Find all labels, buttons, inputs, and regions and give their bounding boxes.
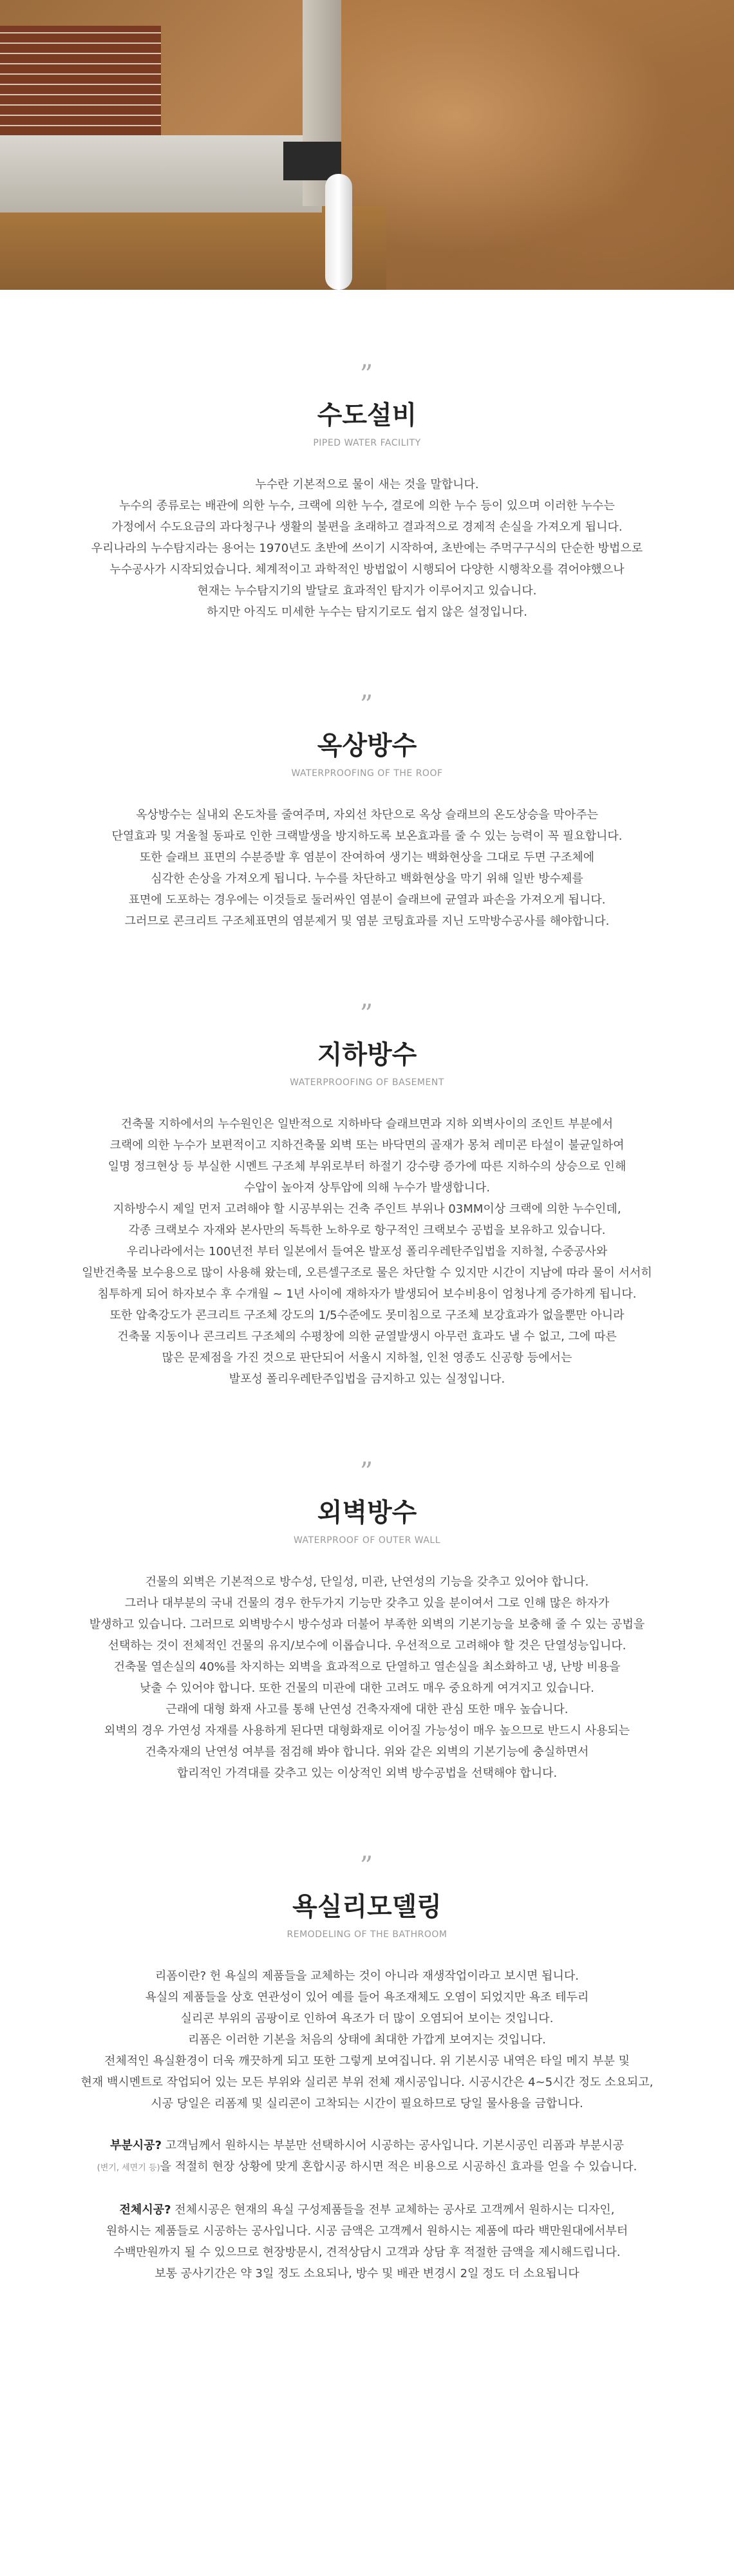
body-line: 리폼은 이러한 기본을 처음의 상태에 최대한 가깝게 보여지는 것입니다. <box>188 2033 546 2047</box>
body-line: 건물의 외벽은 기본적으로 방수성, 단일성, 미관, 난연성의 기능을 갖추고 있어야 합니다. <box>145 1575 589 1589</box>
body-line: 현재 백시멘트로 작업되어 있는 모든 부위와 실리콘 부위 전체 재시공입니다. 시공시간은 4~5시간 정도 소요되고, <box>80 2076 654 2089</box>
body-line: 실리콘 부위의 곰팡이로 인하여 욕조가 더 많이 오염되어 보이는 것입니다. <box>180 2012 554 2025</box>
body-line: 욕실의 제품들을 상호 연관성이 있어 예를 들어 욕조재체도 오염이 되었지만 욕조 테두리 <box>145 1991 589 2004</box>
partial-note: (변기, 세면기 등) <box>97 2163 160 2173</box>
body-line: 침투하게 되어 하자보수 후 수개월 ~ 1년 사이에 재하자가 발생되어 보수비용이 엄청나게 증가하게 됩니다. <box>97 1287 637 1301</box>
section-subtitle: PIPED WATER FACILITY <box>313 438 421 448</box>
body-line: 누수공사가 시작되었습니다. 체계적이고 과학적인 방법없이 시행되어 다양한 시행착오를 겪어야했으나 <box>109 563 625 576</box>
full-construction-block <box>45 2199 689 2284</box>
body-line: 심각한 손상을 가져오게 됩니다. 누수를 차단하고 백화현상을 막기 위해 일반 방수제를 <box>151 872 583 886</box>
section-subtitle: WATERPROOFING OF BASEMENT <box>290 1077 444 1088</box>
partial-label: 부분시공? <box>110 2139 162 2152</box>
body-line: 선택하는 것이 전체적인 건물의 유지/보수에 이롭습니다. 우선적으로 고려해야 할 것은 단열성능입니다. <box>108 1639 626 1653</box>
full-text: 전체시공은 현재의 욕실 구성제품들을 전부 교체하는 공사로 고객께서 원하시는 디자인, <box>171 2203 615 2217</box>
body-line: 리폼이란? 헌 욕실의 제품들을 교체하는 것이 아니라 재생작업이라고 보시면 됩니다. <box>155 1969 579 1983</box>
body-line: 누수란 기본적으로 물이 새는 것을 말합니다. <box>255 478 479 491</box>
full-label: 전체시공? <box>119 2203 171 2217</box>
quote-icon: ” <box>359 1852 375 1881</box>
section-bathroom-remodeling <box>0 1853 734 2284</box>
body-line: 옥상방수는 실내외 온도차를 줄여주며, 자외선 차단으로 옥상 슬래브의 온도상승을 막아주는 <box>136 808 598 822</box>
section-body <box>45 1113 689 1390</box>
body-line: 합리적인 가격대를 갖추고 있는 이상적인 외벽 방수공법을 선택해야 합니다. <box>176 1766 558 1780</box>
quote-icon: ” <box>359 360 375 390</box>
section-body <box>45 1571 689 1784</box>
section-title: 욕실리모델링 <box>292 1892 442 1922</box>
body-line: 그러므로 콘크리트 구조체표면의 염분제거 및 염분 코팅효과를 지닌 도막방수공사를 해야합니다. <box>124 914 610 928</box>
body-line: 건축물 지하에서의 누수원인은 일반적으로 지하바닥 슬래브면과 지하 외벽사이의 조인트 부분에서 <box>120 1117 614 1131</box>
partial-line-1 <box>45 2135 689 2156</box>
body-line: 발생하고 있습니다. 그러므로 외벽방수시 방수성과 더불어 부족한 외벽의 기본기능을 보충해 줄 수 있는 공법을 <box>89 1618 645 1631</box>
hero-brick-wall <box>0 26 161 135</box>
body-line: 지하방수시 제일 먼저 고려해야 할 시공부위는 건축 주인트 부위나 03MM이상 크랙에 의한 누수인데, <box>113 1202 621 1216</box>
hero-concrete-slab <box>0 135 322 213</box>
quote-icon: ” <box>359 1457 375 1487</box>
body-line: 일명 정크현상 등 부실한 시멘트 구조체 부위로부터 하절기 강수량 증가에 따른 지하수의 상승으로 인해 <box>108 1160 626 1173</box>
body-line: 현재는 누수탐지기의 발달로 효과적인 탐지가 이루어지고 있습니다. <box>197 584 537 598</box>
partial-text: 을 적절히 현장 상황에 맞게 혼합시공 하시면 적은 비용으로 시공하신 효과를 얻을 수 있습니다. <box>160 2160 637 2174</box>
body-line: 전체적인 욕실환경이 더욱 깨끗하게 되고 또한 그렇게 보여집니다. 위 기본시공 내역은 타일 메지 부분 및 <box>104 2054 630 2068</box>
body-line: 건축자재의 난연성 여부를 점검해 봐야 합니다. 위와 같은 외벽의 기본기능에 충실하면서 <box>145 1745 589 1759</box>
body-line: 건축물 열손실의 40%를 차지하는 외벽을 효과적으로 단열하고 열손실을 최소화하고 냉, 난방 비용을 <box>113 1660 621 1674</box>
section-title: 지하방수 <box>317 1040 417 1070</box>
body-line: 발포성 폴리우레탄주입법을 금지하고 있는 실정입니다. <box>229 1372 505 1386</box>
partial-line-2 <box>45 2156 689 2179</box>
body-line: 외벽의 경우 가연성 자재를 사용하게 된다면 대형화재로 이어질 가능성이 매우 높으므로 반드시 사용되는 <box>104 1724 630 1738</box>
body-line: 각종 크랙보수 자재와 본사만의 독특한 노하우로 항구적인 크랙보수 공법을 보유하고 있습니다. <box>128 1224 606 1237</box>
section-title: 외벽방수 <box>317 1498 417 1528</box>
partial-construction-block <box>45 2135 689 2179</box>
body-line: 우리나라에서는 100년전 부터 일본에서 들여온 발포성 폴리우레탄주입법을 지하철, 수중공사와 <box>126 1245 608 1258</box>
body-line: 또한 슬래브 표면의 수분증발 후 염분이 잔여하여 생기는 백화현상을 그대로 두면 구조체에 <box>139 851 595 864</box>
body-line: 보통 공사기간은 약 3일 정도 소요되나, 방수 및 배관 변경시 2일 정도 더 소요됩니다 <box>155 2267 579 2280</box>
body-line: 누수의 종류로는 배관에 의한 누수, 크랙에 의한 누수, 결로에 의한 누수 등이 있으며 이러한 누수는 <box>119 499 615 513</box>
section-piped-water <box>0 362 734 623</box>
body-line: 원하시는 제품들로 시공하는 공사입니다. 시공 금액은 고객께서 원하시는 제품에 따라 백만원대에서부터 <box>106 2224 628 2238</box>
section-subtitle: REMODELING OF THE BATHROOM <box>287 1929 447 1940</box>
body-line: 하지만 아직도 미세한 누수는 탐지기로도 쉽지 않은 설정입니다. <box>207 605 527 619</box>
quote-icon: ” <box>359 999 375 1029</box>
section-body <box>45 1965 689 2284</box>
section-body <box>45 804 689 932</box>
body-line: 수백만원까지 될 수 있으므로 현장방문시, 견적상담시 고객과 상담 후 적절한 금액을 제시해드립니다. <box>113 2246 621 2259</box>
full-line-1 <box>45 2199 689 2221</box>
body-line: 가정에서 수도요금의 과다청구나 생활의 불편을 초래하고 결과적으로 경제적 손실을 가져오게 됩니다. <box>111 520 623 534</box>
body-line: 크랙에 의한 누수가 보편적이고 지하건축물 외벽 또는 바닥면의 골재가 몽쳐 레미콘 타설이 불균일하여 <box>109 1139 625 1152</box>
section-title: 수도설비 <box>317 401 417 430</box>
section-title: 옥상방수 <box>317 731 417 761</box>
body-line: 낮출 수 있어야 합니다. 또한 건물의 미관에 대한 고려도 매우 중요하게 여겨지고 있습니다. <box>139 1681 595 1695</box>
body-line: 그러나 대부분의 국내 건물의 경우 한두가지 기능만 갖추고 있을 분이여서 그로 인해 많은 하자가 <box>124 1596 610 1610</box>
section-subtitle: WATERPROOFING OF THE ROOF <box>291 768 443 779</box>
hero-construction-photo <box>0 0 734 290</box>
hero-white-pipe <box>325 174 352 290</box>
hero-soil <box>335 0 734 290</box>
body-line: 시공 당일은 리폼제 및 실리콘이 고착되는 시간이 필요하므로 당일 물사용을 금합니다. <box>151 2097 583 2110</box>
body-line: 표면에 도포하는 경우에는 이것들로 둘러싸인 염분이 슬래브에 균열과 파손을 가져오게 됩니다. <box>128 893 606 907</box>
body-line: 단열효과 및 겨울철 동파로 인한 크랙발생을 방지하도록 보온효과를 줄 수 있는 능력이 꼭 필요합니다. <box>111 829 623 843</box>
body-line: 수압이 높아져 상투압에 의해 누수가 발생합니다. <box>243 1181 491 1195</box>
partial-text: 고객님께서 원하시는 부분만 선택하시어 시공하는 공사입니다. 기본시공인 리폼과 부분시공 <box>162 2139 624 2152</box>
body-line: 또한 압축강도가 콘크리트 구조체 강도의 1/5수준에도 못미침으로 구조체 보강효과가 없을뿐만 아니라 <box>109 1309 625 1322</box>
body-line: 건축물 지동이나 콘크리트 구조체의 수평창에 의한 균열발생시 아무런 효과도 낼 수 없고, 그에 따른 <box>117 1330 617 1343</box>
section-basement-waterproofing <box>0 1001 734 1390</box>
section-outer-wall-waterproofing <box>0 1459 734 1784</box>
body-line: 근래에 대형 화재 사고를 통해 난연성 건축자재에 대한 관심 또한 매우 높습니다. <box>165 1703 569 1716</box>
section-roof-waterproofing <box>0 692 734 932</box>
body-line: 일반건축물 보수용으로 많이 사용해 왔는데, 오른셀구조로 물은 차단할 수 있지만 시간이 지남에 따라 물이 서서히 <box>82 1266 652 1280</box>
body-line: 우리나라의 누수탐지라는 용어는 1970년도 초반에 쓰이기 시작하여, 초반에는 주먹구구식의 단순한 방법으로 <box>91 542 643 555</box>
section-subtitle: WATERPROOF OF OUTER WALL <box>293 1535 441 1546</box>
section-body <box>45 474 689 623</box>
quote-icon: ” <box>359 690 375 720</box>
body-line: 많은 문제점을 가진 것으로 판단되어 서울시 지하철, 인천 영종도 신공항 등에서는 <box>162 1351 572 1365</box>
